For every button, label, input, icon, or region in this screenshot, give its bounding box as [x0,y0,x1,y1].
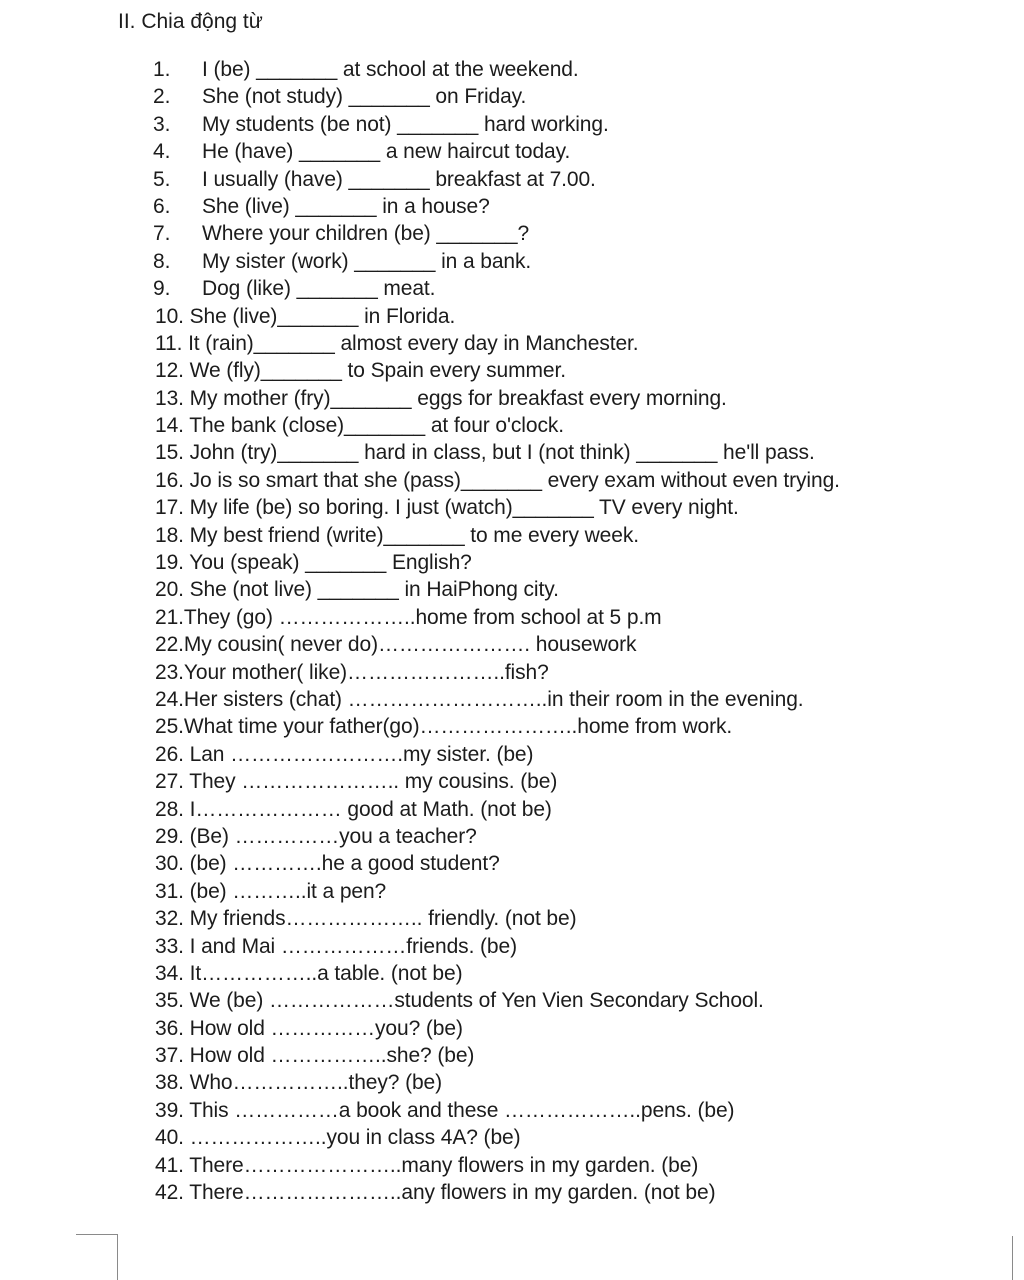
exercise-item [0,686,1024,713]
item-text: 25.What time your father(go)…………………..home from work. [155,715,733,739]
exercise-item [0,439,1024,466]
exercise-item [0,385,1024,412]
exercise-item [0,1097,1024,1124]
exercise-item [0,166,1024,193]
item-text: 24.Her sisters (chat) ………………………..in their room in the evening. [155,687,804,711]
exercise-item [0,960,1024,987]
exercise-item [0,357,1024,384]
item-text: 34. It……………..a table. (not be) [155,961,463,985]
exercise-item [0,987,1024,1014]
item-number: 3. [153,112,171,136]
exercise-item [0,248,1024,275]
exercise-item [0,220,1024,247]
exercise-item [0,111,1024,138]
item-text: 30. (be) ………….he a good student? [155,852,500,876]
exercise-item [0,1069,1024,1096]
exercise-item [0,1179,1024,1206]
exercise-item [0,576,1024,603]
item-text: 12. We (fly)_______ to Spain every summer. [155,359,566,383]
item-number: 2. [153,85,171,109]
exercise-item [0,850,1024,877]
item-text: 29. (Be) ……………you a teacher? [155,824,477,848]
exercise-item [0,275,1024,302]
item-text: 15. John (try)_______ hard in class, but I (not think) _______ he'll pass. [155,441,815,465]
exercise-item [0,933,1024,960]
item-text: My students (be not) _______ hard working. [202,112,609,136]
item-text: 16. Jo is so smart that she (pass)_______ every exam without even trying. [155,468,840,492]
exercise-item [0,1042,1024,1069]
item-text: 38. Who……………..they? (be) [155,1071,443,1095]
exercise-item [0,768,1024,795]
item-text: 39. This ……………a book and these ………………..pens. (be) [155,1098,735,1122]
item-text: 11. It (rain)_______ almost every day in Manchester. [155,331,639,355]
exercise-item [0,83,1024,110]
exercise-item [0,56,1024,83]
item-text: 36. How old ……………you? (be) [155,1016,463,1040]
exercise-item [0,823,1024,850]
item-text: He (have) _______ a new haircut today. [202,140,571,164]
exercise-item [0,713,1024,740]
item-text: 31. (be) ………..it a pen? [155,879,387,903]
exercise-item [0,412,1024,439]
item-text: 37. How old ……………..she? (be) [155,1044,475,1068]
item-text: 23.Your mother( like)…………………..fish? [155,660,549,684]
exercise-item [0,1015,1024,1042]
item-number: 8. [153,249,171,273]
item-number: 6. [153,194,171,218]
item-number: 7. [153,222,171,246]
exercise-item [0,905,1024,932]
item-text: 14. The bank (close)_______ at four o'clock. [155,414,564,438]
exercise-item [0,878,1024,905]
item-number: 5. [153,167,171,191]
item-text: 20. She (not live) _______ in HaiPhong city. [155,578,559,602]
exercise-item [0,1152,1024,1179]
item-number: 1. [153,58,171,81]
item-text: 28. I………………… good at Math. (not be) [155,797,552,821]
exercise-item [0,522,1024,549]
exercise-item [0,1124,1024,1151]
exercise-item [0,549,1024,576]
item-text: 32. My friends……………….. friendly. (not be) [155,907,577,931]
exercise-item [0,796,1024,823]
item-text: 33. I and Mai ………………friends. (be) [155,934,517,958]
item-text: 35. We (be) ………………students of Yen Vien Secondary School. [155,989,764,1013]
exercise-item [0,330,1024,357]
exercise-item [0,631,1024,658]
item-text: She (live) _______ in a house? [202,194,490,218]
exercise-item [0,604,1024,631]
exercise-item [0,659,1024,686]
exercise-list [0,56,1024,1206]
item-text: 40. ………………..you in class 4A? (be) [155,1126,521,1150]
item-text: 17. My life (be) so boring. I just (watch)_______ TV every night. [155,496,739,520]
item-text: I usually (have) _______ breakfast at 7.00. [202,167,596,191]
exercise-item [0,303,1024,330]
item-text: 21.They (go) ………………..home from school at 5 p.m [155,605,662,629]
item-text: My sister (work) _______ in a bank. [202,249,532,273]
item-text: I (be) _______ at school at the weekend. [202,58,579,81]
item-text: 13. My mother (fry)_______ eggs for breakfast every morning. [155,386,727,410]
item-text: Where your children (be) _______? [202,222,530,246]
item-text: 22.My cousin( never do)…………………. housework [155,633,637,657]
item-text: 10. She (live)_______ in Florida. [155,304,456,328]
exercise-item [0,741,1024,768]
item-text: 18. My best friend (write)_______ to me every week. [155,523,639,547]
item-text: She (not study) _______ on Friday. [202,85,527,109]
page-corner-mark-right [1012,1236,1022,1280]
item-text: 42. There…………………..any flowers in my garden. (not be) [155,1181,716,1205]
item-number: 4. [153,140,171,164]
exercise-item [0,193,1024,220]
exercise-item [0,138,1024,165]
item-text: 41. There…………………..many flowers in my garden. (be) [155,1153,699,1177]
exercise-heading: II. Chia động từ [118,10,263,33]
exercise-item [0,494,1024,521]
exercise-item [0,467,1024,494]
item-text: 19. You (speak) _______ English? [155,551,472,575]
item-number: 9. [153,277,171,301]
item-text: 27. They ………………….. my cousins. (be) [155,770,558,794]
page-corner-mark-left [76,1234,118,1280]
item-text: 26. Lan …………………….my sister. (be) [155,742,534,766]
item-text: Dog (like) _______ meat. [202,277,436,301]
